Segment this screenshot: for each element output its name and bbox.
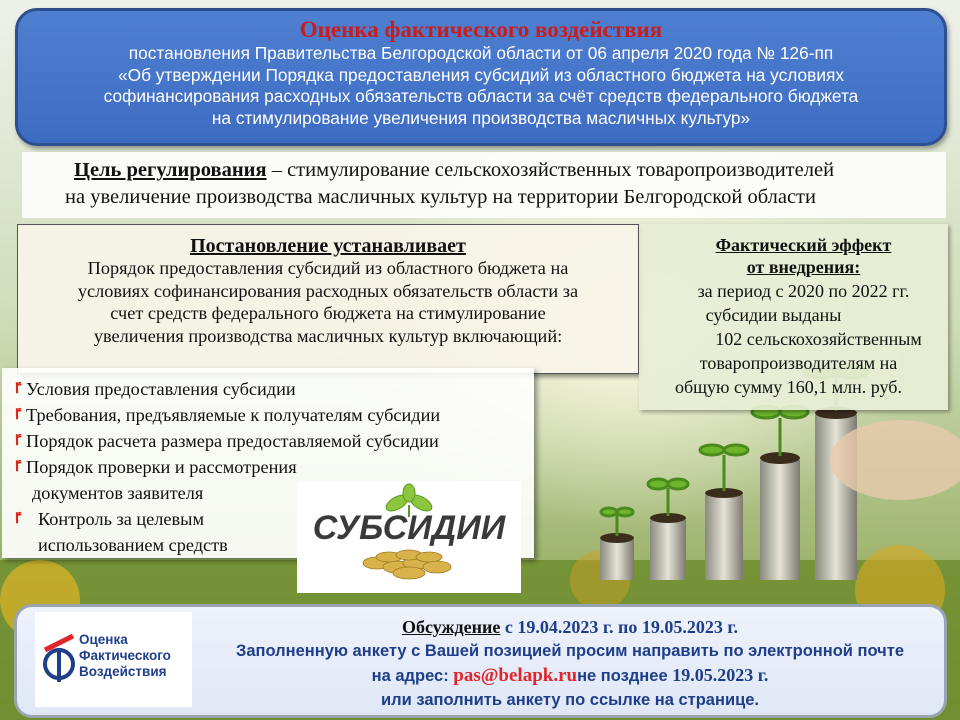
deadline-date: 19.05.2023 г. bbox=[672, 665, 769, 685]
logo-line-1: Оценка bbox=[79, 632, 128, 647]
check-marker-icon: ٵ bbox=[12, 511, 22, 527]
page-title: Оценка фактического воздействия bbox=[299, 17, 663, 42]
header-line-1: постановления Правительства Белгородской области от 06 апреля 2020 года № 126-пп bbox=[128, 43, 834, 63]
decree-line-4: увеличения производства масличных культур включающий: bbox=[93, 325, 563, 346]
footer-line-4: или заполнить анкету по ссылке на странице. bbox=[381, 691, 759, 709]
effect-heading-1: Фактический эффект bbox=[715, 235, 892, 255]
check-marker-icon: ٵ bbox=[12, 407, 22, 423]
effect-heading-2: от внедрения: bbox=[746, 257, 861, 277]
footer-line-2: Заполненную анкету с Вашей позицией просим направить по электронной почте bbox=[236, 642, 904, 660]
effect-line-3: 102 сельскохозяйственным bbox=[715, 329, 922, 349]
decree-box bbox=[17, 224, 639, 374]
decree-line-2: условиях софинансирования расходных обязательств области за bbox=[77, 280, 579, 301]
list-item-continuation: документов заявителя bbox=[32, 483, 204, 503]
list-item: ٵ Контроль за целевым bbox=[2, 506, 534, 532]
list-item: ٵ Условия предоставления субсидии bbox=[2, 376, 534, 402]
goal-dash: – bbox=[266, 159, 288, 181]
subsidies-logo-image bbox=[297, 481, 521, 593]
list-item-continuation: использованием средств bbox=[38, 535, 228, 555]
logo-line-3: Воздействия bbox=[79, 664, 167, 679]
ofv-logo bbox=[35, 612, 192, 707]
header-line-3: софинансирования расходных обязательств области за счёт средств федерального бюджета bbox=[103, 86, 859, 106]
footer-line-3-prefix: на адрес: bbox=[371, 667, 454, 685]
goal-label: Цель регулирования bbox=[74, 159, 267, 181]
check-marker-icon: ٵ bbox=[12, 433, 22, 449]
subsidies-logo-text: СУБСИДИИ bbox=[312, 509, 506, 547]
discussion-dates: с 19.04.2023 г. по 19.05.2023 г. bbox=[500, 617, 739, 637]
goal-line-1: стимулирование сельскохозяйственных товаропроизводителей bbox=[287, 159, 835, 181]
effect-line-4: товаропроизводителям на bbox=[699, 353, 898, 373]
footer-line-3-mid: не позднее bbox=[577, 667, 673, 685]
list-item: ٵ Порядок проверки и рассмотрения bbox=[2, 454, 534, 480]
goal-line-2: на увеличение производства масличных культур на территории Белгородской области bbox=[65, 186, 816, 208]
regulation-goal bbox=[22, 152, 946, 218]
effect-line-5: общую сумму 160,1 млн. руб. bbox=[675, 377, 902, 397]
footer-text bbox=[200, 615, 940, 712]
subsidies-picture bbox=[297, 481, 521, 593]
discussion-label: Обсуждение bbox=[401, 617, 501, 637]
logo-line-2: Фактического bbox=[79, 648, 171, 663]
footer-discussion-panel bbox=[14, 604, 947, 718]
header-banner bbox=[15, 8, 947, 146]
email-link[interactable]: pas@belapk.ru bbox=[453, 665, 578, 686]
check-marker-icon: ٵ bbox=[12, 459, 22, 475]
actual-effect-box bbox=[639, 224, 948, 410]
effect-line-1: за период с 2020 по 2022 гг. bbox=[697, 281, 910, 301]
list-item: ٵ Требования, предъявляемые к получателям субсидии bbox=[2, 402, 534, 428]
decree-line-3: счет средств федерального бюджета на стимулирование bbox=[110, 303, 546, 323]
header-line-2: «Об утверждении Порядка предоставления субсидий из областного бюджета на условиях bbox=[118, 64, 844, 85]
check-marker-icon: ٵ bbox=[12, 381, 22, 397]
decree-line-1: Порядок предоставления субсидий из областного бюджета на bbox=[87, 258, 569, 278]
decree-heading: Постановление устанавливает bbox=[190, 235, 466, 257]
effect-line-2: субсидии выданы bbox=[705, 305, 842, 325]
ofv-logo-icon bbox=[39, 630, 79, 690]
header-line-4: на стимулирование увеличения производства масличных культур» bbox=[211, 107, 751, 128]
list-item: ٵ Порядок расчета размера предоставляемой субсидии bbox=[2, 428, 534, 454]
